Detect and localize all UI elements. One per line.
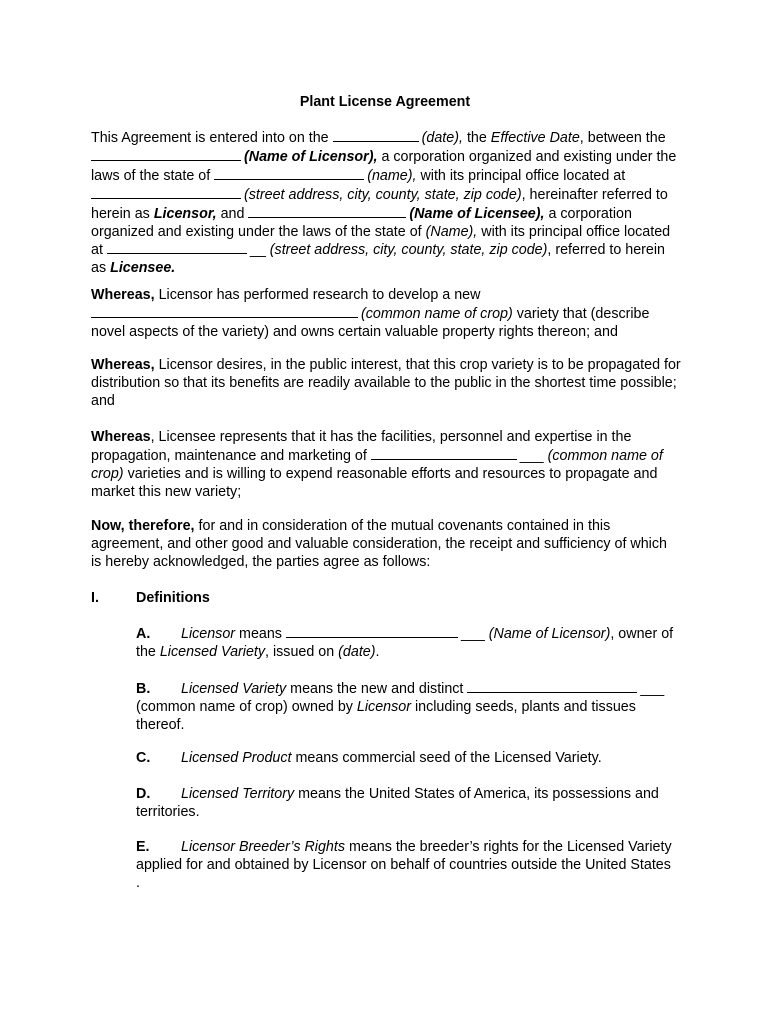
paragraph-text: Licensor has performed research to develop a new — [158, 287, 481, 303]
whereas-label: Whereas, — [91, 357, 155, 373]
section-title: Definitions — [136, 590, 210, 606]
whereas-label: Whereas — [91, 429, 151, 445]
definition-b — [136, 680, 676, 735]
definition-text: means the new and distinct — [290, 681, 464, 697]
state-hint: (name), — [367, 167, 417, 184]
licensor-address-blank — [91, 186, 241, 199]
definition-letter: E. — [136, 839, 150, 855]
preamble-text: , between the — [579, 130, 666, 146]
licensee-name-blank — [248, 205, 406, 218]
preamble-paragraph — [91, 129, 681, 278]
date-blank — [333, 129, 419, 142]
crop-name-blank — [467, 680, 637, 693]
section-number: I. — [91, 590, 99, 606]
blank-tail: __ — [249, 242, 270, 259]
whereas-paragraph-1 — [91, 287, 681, 342]
preamble-text: , referred to herein as — [91, 242, 666, 277]
definition-text: including seeds, plants and tissues thereof. — [136, 698, 636, 733]
preamble-text: the — [466, 130, 487, 146]
definition-letter: D. — [136, 786, 151, 802]
now-therefore-label: Now, therefore, — [91, 518, 195, 534]
definition-c — [136, 750, 676, 768]
address-hint: (street address, city, county, state, zip code) — [269, 242, 548, 259]
licensee-term: Licensee. — [110, 260, 176, 277]
state-hint: (Name), — [425, 223, 478, 240]
crop-name-hint: (common name of crop) — [91, 447, 663, 482]
definition-text: , issued on — [265, 643, 335, 660]
blank-tail: ___ — [460, 626, 489, 642]
definition-term: Licensed Product — [181, 750, 292, 766]
definition-term: Licensor Breeder’s Rights — [181, 839, 345, 855]
definition-term: Licensed Territory — [181, 786, 295, 802]
crop-name-hint: (common name of crop) — [361, 305, 513, 322]
licensor-name-hint: (Name of Licensor) — [488, 626, 611, 642]
crop-name-blank — [91, 305, 358, 318]
definition-a — [136, 625, 676, 662]
effective-date-term: Effective Date — [490, 130, 580, 146]
definition-text: means the breeder’s rights for the Licensed Variety applied for and obtained by Licensor on behalf of countries outside the United States . — [136, 839, 672, 891]
licensor-name-blank — [286, 625, 458, 638]
now-therefore-paragraph — [91, 518, 681, 572]
definition-d — [136, 786, 676, 822]
definition-text: (common name of crop) owned by — [136, 698, 353, 715]
preamble-text: This Agreement is entered into on the — [91, 130, 329, 146]
address-hint: (street address, city, county, state, zip code) — [244, 186, 522, 203]
paragraph-text: for and in consideration of the mutual covenants contained in this agreement, and other good and valuable consideration, the receipt and sufficiency of which is hereby acknowledged, the parties agree as follows: — [91, 518, 667, 570]
definition-text: means commercial seed of the Licensed Variety. — [295, 750, 602, 766]
paragraph-text: varieties and is willing to expend reasonable efforts and resources to propagate and market this new variety; — [91, 465, 658, 500]
paragraph-text: , Licensee represents that it has the facilities, personnel and expertise in the propagation, maintenance and marketing of — [91, 429, 632, 464]
licensor-state-blank — [214, 167, 364, 180]
licensed-variety-term: Licensed Variety — [159, 643, 266, 660]
document-title: Plant License Agreement — [299, 94, 471, 110]
preamble-text: and — [220, 205, 245, 222]
licensor-term: Licensor — [356, 698, 411, 715]
preamble-text: a corporation organized and existing under the laws of the state of — [91, 148, 677, 184]
whereas-paragraph-2 — [91, 357, 681, 411]
licensee-name-hint: (Name of Licensee), — [409, 205, 545, 222]
definition-text: means the United States of America, its possessions and territories. — [136, 786, 659, 820]
definition-text: , owner of the — [136, 626, 674, 660]
preamble-text: a corporation organized and existing under the laws of the state of — [91, 205, 632, 240]
definition-text: . — [375, 643, 380, 660]
preamble-text: with its principal office located at — [91, 223, 671, 259]
licensee-address-blank — [107, 241, 247, 254]
whereas-paragraph-3 — [91, 429, 681, 502]
definition-term: Licensed Variety — [181, 681, 287, 697]
date-hint: (date) — [338, 643, 376, 660]
crop-name-blank — [371, 447, 517, 460]
licensor-name-hint: (Name of Licensor), — [244, 148, 378, 165]
blank-tail: ___ — [640, 681, 665, 697]
whereas-label: Whereas, — [91, 287, 155, 303]
definition-e — [136, 839, 676, 893]
preamble-text: , hereinafter referred to herein as — [91, 186, 668, 222]
paragraph-text: Licensor desires, in the public interest, that this crop variety is to be propagated for distribution so that its benefits are readily available to the public in the shortest time possible; and — [91, 357, 681, 409]
preamble-text: with its principal office located at — [420, 167, 626, 184]
date-hint: (date), — [421, 130, 463, 146]
licensor-term: Licensor, — [153, 205, 217, 222]
paragraph-text: variety that (describe novel aspects of the variety) and owns certain valuable property rights thereon; and — [91, 305, 650, 340]
definition-text: means — [239, 626, 282, 642]
definition-letter: B. — [136, 681, 151, 697]
definition-letter: A. — [136, 626, 151, 642]
definition-term: Licensor — [181, 626, 236, 642]
definition-letter: C. — [136, 750, 151, 766]
blank-tail: ___ — [519, 447, 548, 464]
licensor-name-blank — [91, 148, 241, 161]
